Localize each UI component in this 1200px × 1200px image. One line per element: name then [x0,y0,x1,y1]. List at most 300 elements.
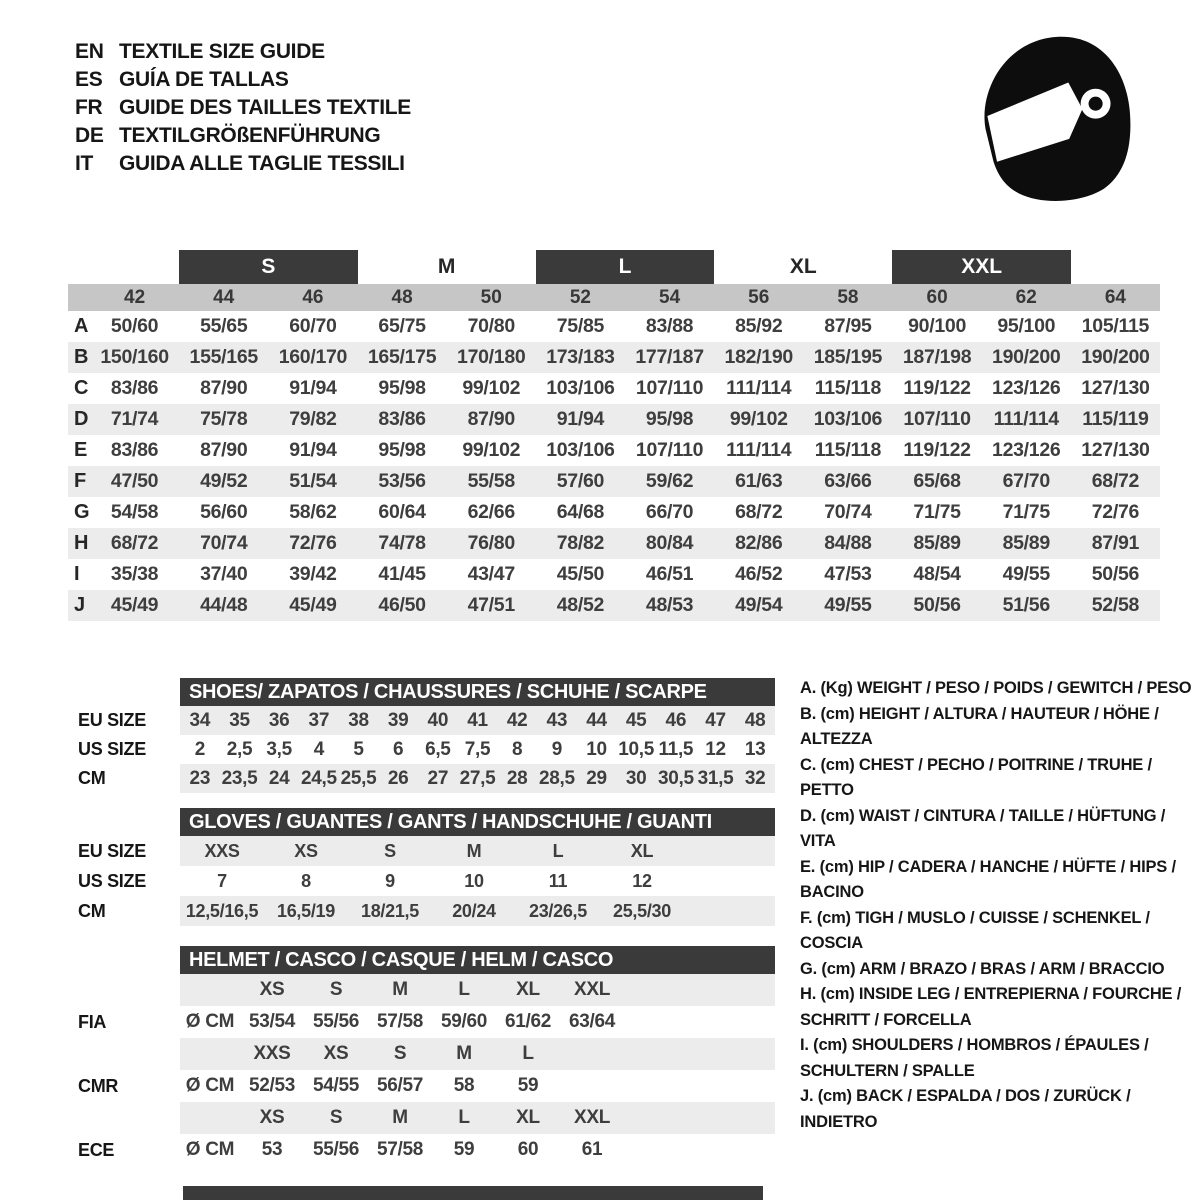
language-list [75,38,411,178]
value-cell: 37 [308,709,330,731]
value-cell: 36 [268,709,290,731]
size-value-cell: 127/130 [1081,377,1150,399]
value-cell: 26 [387,767,409,789]
value-cell: 6 [393,738,404,760]
value-cell: 27 [427,767,449,789]
language-title: GUIDA ALLE TAGLIE TESSILI [119,152,405,175]
standard-label: CMR [78,1075,119,1096]
cropped-section-bar [183,1186,763,1200]
unit-cell: Ø CM [185,1011,235,1032]
size-value-cell: 85/89 [913,532,961,554]
helmet-size-row [180,1038,775,1070]
size-value-cell: 103/106 [546,439,615,461]
helmet-size-label: XXS [253,1043,291,1064]
measure-row [78,866,775,896]
size-value-cell: 91/94 [289,377,337,399]
value-cell: 8 [301,870,311,891]
size-value-cell: 90/100 [908,315,966,337]
helmet-value-cell [560,1070,624,1102]
language-row [75,122,411,150]
size-value-cell: 49/55 [1002,563,1050,585]
gloves-rows [78,836,775,926]
size-value-cell: 87/91 [1091,532,1140,554]
value-cell: 42 [506,709,528,731]
helmet-size-label: S [393,1043,407,1064]
measurement-row-label: I [74,563,80,585]
value-cell: 25,5 [340,767,377,789]
size-value-cell: 44/48 [200,594,248,616]
size-value-cell: 87/90 [467,408,515,430]
size-band-row [68,250,1160,284]
size-value-cell: 72/76 [1091,501,1140,523]
size-value-cell: 103/106 [546,377,615,399]
row-header-label: CM [78,768,106,788]
size-value-cell: 74/78 [378,532,426,554]
size-value-cell: 190/200 [1081,346,1150,368]
size-value-cell: 111/114 [726,377,792,399]
size-table-body [68,311,1160,621]
size-band-m: M [437,255,456,278]
size-value-cell: 160/170 [278,346,348,368]
legend-item: C. (cm) CHEST / PECHO / POITRINE / TRUHE / PETTO [800,755,1152,799]
size-value-cell: 68/72 [1091,470,1140,492]
helmet-value-cell: 61 [581,1139,603,1160]
size-column-header: 64 [1104,286,1126,308]
helmet-value-cell: 59 [517,1075,539,1096]
helmet-size-row [180,974,775,1006]
size-value-cell: 57/60 [556,470,605,492]
helmet-table [78,946,775,1166]
value-cell: 41 [467,709,488,731]
language-title: TEXTILE SIZE GUIDE [119,40,325,63]
value-cell: 34 [189,709,211,731]
size-value-cell: 85/92 [735,315,783,337]
size-value-cell: 48/52 [556,594,605,616]
size-value-cell: 79/82 [289,408,337,430]
size-value-cell: 68/72 [110,532,159,554]
main-size-table [68,250,1160,621]
size-value-cell: 56/60 [200,501,248,523]
value-cell: 9 [385,870,395,891]
value-cell: 39 [387,709,409,731]
racing-helmet-icon [968,26,1144,206]
size-value-cell: 87/90 [200,439,248,461]
unit-spacer-cell [180,974,240,1006]
measure-row [78,764,775,793]
size-table-row [68,559,1160,590]
helmet-value-cell: 57/58 [376,1011,424,1032]
helmet-value-cell: 59 [453,1139,475,1160]
size-value-cell: 127/130 [1081,439,1150,461]
value-cell: 28 [506,767,528,789]
value-cell: 12,5/16,5 [185,900,259,921]
measurement-row-label: E [74,439,88,461]
unit-spacer-cell [180,1038,240,1070]
value-cell: 12 [705,738,726,760]
size-value-cell: 95/98 [378,439,426,461]
language-title: GUIDE DES TAILLES TEXTILE [119,96,411,119]
size-column-header: 44 [213,286,235,308]
size-value-cell: 115/119 [1082,408,1149,430]
value-cell: 10 [586,738,607,760]
size-value-cell: 123/126 [992,439,1061,461]
legend-item: G. (cm) ARM / BRAZO / BRAS / ARM / BRACCIO [800,959,1165,978]
value-cell: 44 [586,709,607,731]
value-cell: 32 [744,767,766,789]
size-value-cell: 187/198 [902,346,972,368]
corner-cell [68,284,90,311]
value-cell: 23 [189,767,211,789]
size-value-cell: 68/72 [735,501,783,523]
row-header-label: EU SIZE [78,710,146,730]
size-value-cell: 66/70 [645,501,694,523]
value-cell: L [552,840,564,861]
helmet-value-cell: 60 [517,1139,539,1160]
size-value-cell: 72/76 [289,532,337,554]
size-value-cell: 190/200 [992,346,1061,368]
size-value-cell: 123/126 [992,377,1061,399]
language-row [75,38,411,66]
size-value-cell: 48/53 [645,594,694,616]
helmet-value-cell: 54/55 [312,1075,360,1096]
size-value-cell: 64/68 [556,501,605,523]
size-value-cell: 105/115 [1081,315,1150,337]
helmet-size-label: S [329,979,343,1000]
size-value-cell: 119/122 [903,377,971,399]
value-cell: XS [294,840,318,861]
size-value-cell: 53/56 [378,470,426,492]
size-value-cell: 76/80 [467,532,515,554]
value-cell: 38 [348,709,369,731]
value-cell: 48 [744,709,766,731]
helmet-value-row [78,1134,775,1166]
size-column-header: 54 [659,286,681,308]
unit-spacer-cell [180,1102,240,1134]
size-value-cell: 47/53 [824,563,872,585]
unit-cell: Ø CM [185,1075,235,1096]
helmet-value-cell: 52/53 [248,1075,296,1096]
size-value-cell: 111/114 [993,408,1059,430]
helmet-size-label [560,1038,624,1070]
size-value-cell: 35/38 [110,563,159,585]
size-value-cell: 39/42 [289,563,337,585]
value-cell: M [466,840,482,861]
size-value-cell: 185/195 [813,346,883,368]
size-value-cell: 95/100 [997,315,1056,337]
size-value-cell: 155/165 [189,346,258,368]
size-value-cell: 55/65 [200,315,248,337]
size-band-l: L [536,250,714,284]
size-value-cell: 61/63 [735,470,783,492]
gloves-section-title: GLOVES / GUANTES / GANTS / HANDSCHUHE / GUANTI [180,808,775,836]
value-cell: 40 [427,709,449,731]
size-value-cell: 115/118 [814,439,882,461]
value-cell: 24 [268,767,290,789]
size-value-cell: 58/62 [289,501,337,523]
language-code: ES [75,68,103,91]
value-cell: 10,5 [618,738,655,760]
size-column-header: 50 [480,286,502,308]
size-value-cell: 111/114 [726,439,792,461]
size-value-cell: 82/86 [735,532,783,554]
value-cell: 7,5 [464,738,491,760]
size-column-header: 42 [124,286,146,308]
size-value-cell: 70/74 [200,532,248,554]
size-value-cell: 60/64 [378,501,426,523]
helmet-size-label: L [458,1107,470,1128]
size-value-cell: 87/90 [200,377,248,399]
measure-row [78,706,775,735]
size-value-cell: 99/102 [729,408,788,430]
helmet-size-label: M [392,979,408,1000]
language-row [75,150,411,178]
helmet-size-label: XXL [573,1107,611,1128]
measurement-row-label: H [74,532,89,554]
value-cell: 20/24 [452,900,496,921]
size-value-cell: 71/74 [110,408,159,430]
size-value-cell: 107/110 [635,439,704,461]
unit-cell: Ø CM [185,1139,235,1160]
helmet-size-label: L [522,1043,534,1064]
language-code: EN [75,40,104,63]
standard-label: FIA [78,1011,107,1032]
value-cell: 2,5 [226,738,253,760]
size-table-row [68,497,1160,528]
row-header-label: CM [78,900,106,921]
size-value-cell: 47/51 [467,594,515,616]
measurement-row-label: G [74,501,90,523]
size-value-cell: 67/70 [1002,470,1050,492]
size-value-cell: 47/50 [110,470,159,492]
shoes-section-title: SHOES/ ZAPATOS / CHAUSSURES / SCHUHE / SCARPE [180,678,775,706]
measure-row [78,735,775,764]
value-cell: 11 [548,870,568,891]
language-title: GUÍA DE TALLAS [119,68,289,91]
helmet-value-cell: 55/56 [312,1011,360,1032]
size-column-header: 58 [837,286,859,308]
size-value-cell: 84/88 [824,532,872,554]
helmet-size-label: XS [259,979,285,1000]
legend-item: E. (cm) HIP / CADERA / HANCHE / HÜFTE / HIPS / BACINO [800,857,1176,901]
helmet-size-row [180,1102,775,1134]
size-value-cell: 71/75 [1002,501,1050,523]
size-value-cell: 103/106 [813,408,883,430]
size-value-cell: 51/54 [289,470,337,492]
value-cell: XXS [204,840,240,861]
language-code: DE [75,124,104,147]
size-value-cell: 55/58 [467,470,515,492]
size-value-cell: 50/56 [913,594,961,616]
size-value-cell: 107/110 [903,408,971,430]
size-value-cell: 99/102 [462,439,521,461]
value-cell: 4 [313,738,324,760]
row-header-label: US SIZE [78,870,146,891]
size-value-cell: 173/183 [546,346,615,368]
helmet-value-cell: 61/62 [504,1011,552,1032]
size-table-row [68,466,1160,497]
size-value-cell: 37/40 [200,563,248,585]
size-value-cell: 49/55 [824,594,872,616]
size-value-cell: 87/95 [824,315,872,337]
legend-item: A. (Kg) WEIGHT / PESO / POIDS / GEWITCH / PESO [800,679,1192,697]
size-value-cell: 119/122 [903,439,971,461]
size-value-cell: 80/84 [645,532,694,554]
value-cell: 45 [625,709,647,731]
value-cell: 29 [586,767,607,789]
shoes-table [78,678,775,793]
size-value-cell: 45/49 [110,594,159,616]
size-column-header: 62 [1015,286,1037,308]
size-value-cell: 165/175 [367,346,437,368]
legend-item: H. (cm) INSIDE LEG / ENTREPIERNA / FOURCHE / SCHRITT / FORCELLA [800,985,1182,1029]
size-value-cell: 63/66 [824,470,872,492]
size-table-row [68,311,1160,342]
value-cell: 47 [705,709,726,731]
size-value-cell: 51/56 [1002,594,1050,616]
helmet-value-cell: 59/60 [440,1011,488,1032]
language-code: IT [75,152,94,175]
measurement-row-label: A [74,315,89,337]
helmet-size-label: XS [323,1043,349,1064]
measurement-row-label: J [74,594,85,616]
size-value-cell: 49/52 [200,470,248,492]
size-value-cell: 46/52 [735,563,783,585]
value-cell: 9 [551,738,562,760]
size-value-cell: 65/75 [378,315,426,337]
language-title: TEXTILGRÖßENFÜHRUNG [119,124,381,147]
size-value-cell: 45/49 [289,594,337,616]
measure-row [78,896,775,926]
helmet-size-label: XL [516,1107,540,1128]
size-value-cell: 45/50 [556,563,605,585]
helmet-value-cell: 63/64 [568,1011,616,1032]
size-value-cell: 107/110 [635,377,704,399]
shoes-rows [78,706,775,793]
value-cell: 18/21,5 [361,900,419,921]
standard-label: ECE [78,1139,115,1160]
size-table-row [68,435,1160,466]
helmet-value-row [78,1006,775,1038]
helmet-value-cell: 58 [453,1075,475,1096]
size-table-row [68,342,1160,373]
helmet-value-row [78,1070,775,1102]
size-value-cell: 46/51 [645,563,694,585]
value-cell: S [384,840,396,861]
helmet-value-cell: 55/56 [312,1139,360,1160]
helmet-size-label: XXL [573,979,611,1000]
helmet-size-label: L [458,979,470,1000]
size-value-cell: 177/187 [635,346,704,368]
size-value-cell: 43/47 [467,563,515,585]
size-table-row [68,373,1160,404]
size-value-cell: 48/54 [913,563,961,585]
size-table-row [68,404,1160,435]
size-value-cell: 91/94 [556,408,605,430]
measurement-legend [800,676,1198,1135]
value-cell: 3,5 [266,738,292,760]
language-code: FR [75,96,103,119]
value-cell: 23,5 [221,767,258,789]
size-value-cell: 50/56 [1091,563,1140,585]
row-header-label: EU SIZE [78,840,146,861]
value-cell: 25,5/30 [613,900,671,921]
value-cell: 10 [464,870,484,891]
size-value-cell: 70/74 [824,501,872,523]
size-value-cell: 83/86 [110,439,159,461]
size-column-header-row [68,284,1160,311]
size-value-cell: 46/50 [378,594,426,616]
value-cell: 23/26,5 [529,900,587,921]
helmet-section-title: HELMET / CASCO / CASQUE / HELM / CASCO [180,946,775,974]
value-cell: 35 [229,709,250,731]
size-value-cell: 52/58 [1091,594,1140,616]
size-value-cell: 85/89 [1002,532,1050,554]
size-value-cell: 95/98 [645,408,694,430]
legend-item: D. (cm) WAIST / CINTURA / TAILLE / HÜFTUNG / VITA [800,806,1166,850]
size-value-cell: 70/80 [467,315,515,337]
measurement-row-label: D [74,408,89,430]
size-value-cell: 75/85 [556,315,605,337]
language-row [75,66,411,94]
size-value-cell: 182/190 [724,346,793,368]
measurement-row-label: F [74,470,86,492]
size-value-cell: 41/45 [378,563,426,585]
size-column-header: 48 [391,286,413,308]
helmet-value-cell: 53/54 [248,1011,296,1032]
measurement-row-label: B [74,346,89,368]
size-value-cell: 91/94 [289,439,337,461]
size-table-row [68,528,1160,559]
value-cell: 2 [194,738,205,760]
value-cell: 11,5 [658,738,694,760]
size-value-cell: 170/180 [457,346,526,368]
value-cell: 30,5 [657,767,694,789]
legend-item: I. (cm) SHOULDERS / HOMBROS / ÉPAULES / SCHULTERN / SPALLE [800,1036,1149,1080]
size-value-cell: 115/118 [814,377,882,399]
value-cell: XL [630,840,654,861]
helmet-size-label: M [392,1107,408,1128]
legend-item: F. (cm) TIGH / MUSLO / CUISSE / SCHENKEL / COSCIA [800,908,1150,952]
size-value-cell: 83/86 [110,377,159,399]
helmet-value-cell: 57/58 [376,1139,424,1160]
helmet-value-cell: 56/57 [376,1075,424,1096]
gloves-table [78,808,775,926]
size-column-header: 56 [748,286,770,308]
value-cell: 28,5 [538,767,575,789]
helmet-size-label: XS [259,1107,285,1128]
language-row [75,94,411,122]
value-cell: 12 [632,870,652,891]
value-cell: 27,5 [459,767,496,789]
value-cell: 24,5 [300,767,337,789]
size-value-cell: 49/54 [735,594,783,616]
size-value-cell: 50/60 [110,315,159,337]
size-value-cell: 75/78 [200,408,248,430]
value-cell: 8 [512,738,523,760]
helmet-size-label: M [456,1043,472,1064]
value-cell: 16,5/19 [277,900,335,921]
value-cell: 6,5 [425,738,451,760]
size-band-xl: XL [789,255,817,278]
size-value-cell: 71/75 [913,501,961,523]
size-value-cell: 62/66 [467,501,515,523]
value-cell: 31,5 [697,767,734,789]
size-band-s: S [179,250,357,284]
size-value-cell: 150/160 [100,346,169,368]
size-value-cell: 59/62 [645,470,694,492]
helmet-value-cell: 53 [261,1139,283,1160]
size-column-header: 46 [302,286,324,308]
